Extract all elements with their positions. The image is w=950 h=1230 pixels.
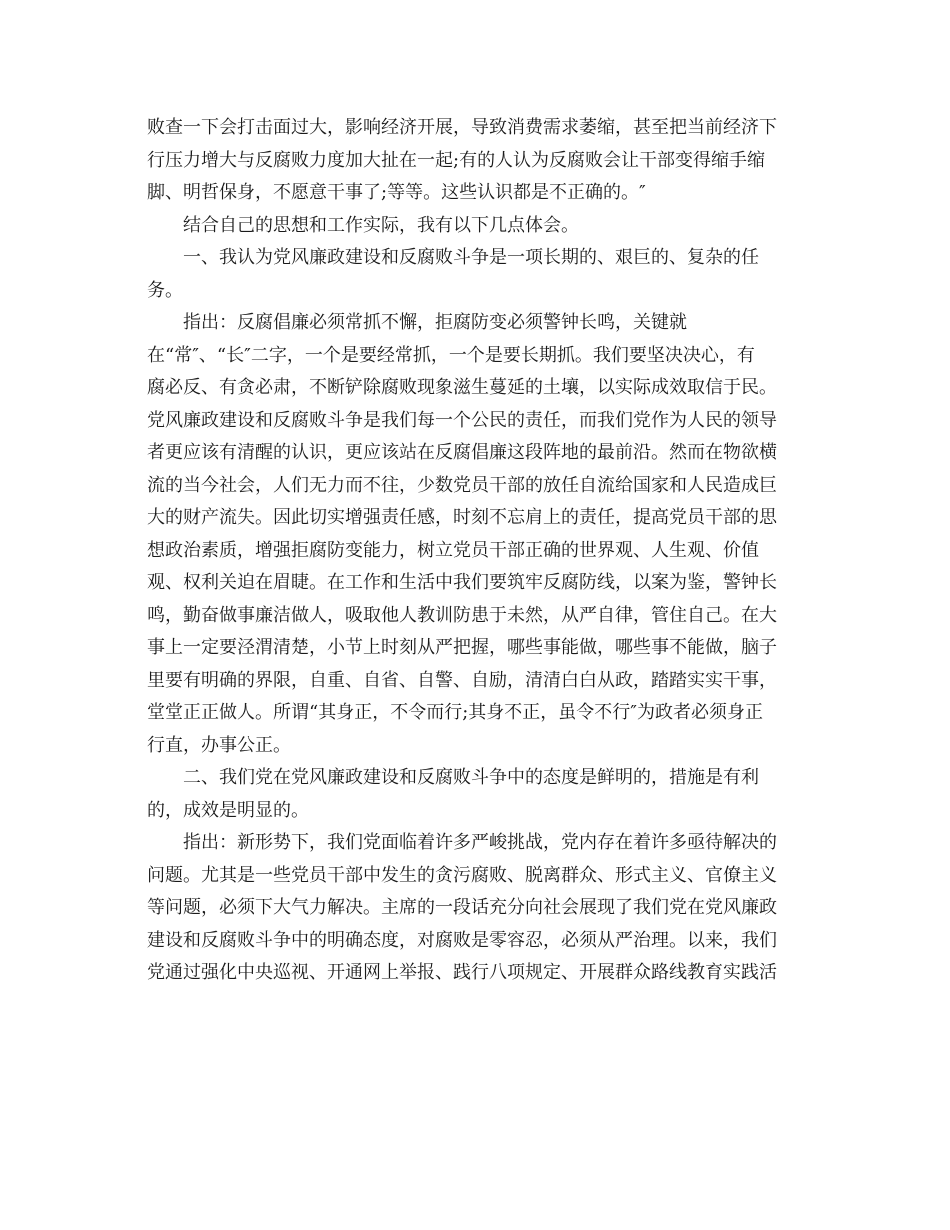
text-line: 等问题，必须下大气力解决。主席的一段话充分向社会展现了我们党在党风廉政 (147, 897, 777, 918)
text-line: 在“常″、“长″二字，一个是要经常抓，一个是要长期抓。我们要坚决决心，有 (147, 344, 755, 366)
text-line: 里要有明确的界限，自重、自省、自警、自励，清清白白从政，踏踏实实干事， (147, 669, 777, 691)
text-line: 问题。尤其是一些党员干部中发生的贪污腐败、脱离群众、形式主义、官僚主义 (147, 864, 777, 886)
text-line: 鸣，勤奋做事廉洁做人，吸取他人教训防患于未然，从严自律，管住自己。在大 (147, 604, 777, 626)
text-line: 事上一定要泾渭清楚，小节上时刻从严把握，哪些事能做，哪些事不能做，脑子 (147, 637, 777, 658)
text-line: 的，成效是明显的。 (147, 799, 309, 821)
text-line: 大的财产流失。因此切实增强责任感，时刻不忘肩上的责任，提高党员干部的思 (147, 507, 777, 528)
text-line: 指出：反腐倡廉必须常抓不懈，拒腐防变必须警钟长鸣，关键就 (183, 312, 687, 333)
text-line: 党通过强化中央巡视、开通网上举报、践行八项规定、开展群众路线教育实践活 (147, 962, 777, 983)
document-body (147, 112, 807, 990)
text-line: 一、我认为党风廉政建设和反腐败斗争是一项长期的、艰巨的、复杂的任 (183, 247, 759, 268)
text-line: 二、我们党在党风廉政建设和反腐败斗争中的态度是鲜明的，措施是有利 (183, 767, 759, 788)
text-line: 堂堂正正做人。所谓“其身正，不令而行;其身不正，虽令不行″为政者必须身正 (147, 702, 763, 723)
text-line: 腐必反、有贪必肃，不断铲除腐败现象滋生蔓延的土壤，以实际成效取信于民。 (147, 377, 777, 398)
text-line: 败查一下会打击面过大，影响经济开展，导致消费需求萎缩，甚至把当前经济下 (147, 117, 777, 138)
text-line: 观、权利关迫在眉睫。在工作和生活中我们要筑牢反腐防线，以案为鉴，警钟长 (147, 572, 777, 593)
text-line: 行直，办事公正。 (147, 734, 291, 756)
text-line: 脚、明哲保身，不愿意干事了;等等。这些认识都是不正确的。″ (147, 182, 646, 203)
text-line: 者更应该有清醒的认识，更应该站在反腐倡廉这段阵地的最前沿。然而在物欲横 (147, 442, 777, 463)
text-line: 务。 (147, 279, 183, 301)
text-line: 行压力增大与反腐败力度加大扯在一起;有的人认为反腐败会让干部变得缩手缩 (147, 149, 766, 171)
text-line: 指出：新形势下，我们党面临着许多严峻挑战，党内存在着许多亟待解决的 (183, 832, 777, 853)
text-line: 流的当今社会，人们无力而不往，少数党员干部的放任自流给国家和人民造成巨 (147, 474, 777, 496)
text-line: 党风廉政建设和反腐败斗争是我们每一个公民的责任，而我们党作为人民的领导 (147, 409, 777, 431)
text-line: 想政治素质，增强拒腐防变能力，树立党员干部正确的世界观、人生观、价值 (147, 539, 759, 561)
text-line: 结合自己的思想和工作实际，我有以下几点体会。 (183, 214, 579, 236)
text-line: 建设和反腐败斗争中的明确态度，对腐败是零容忍，必须从严治理。以来，我们 (147, 929, 777, 951)
